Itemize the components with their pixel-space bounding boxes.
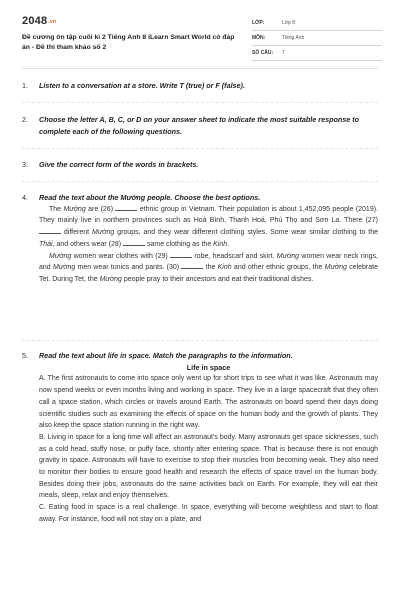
question-divider (22, 340, 378, 341)
question-heading: Read the text about the Mường people. Choose the best options. (39, 193, 261, 202)
space-passage (39, 373, 378, 525)
muong-passage (39, 204, 378, 286)
answer-blank-30[interactable] (181, 262, 203, 269)
document-header (0, 0, 400, 64)
question-5: 5. Read the text about life in space. Match the paragraphs to the information. Life in space A. The first astronauts to come into space only went up for short trips to see what it was like. Astronauts may now spend weeks or even months living and working in space. They live in a large spacecraft that they often call a space station, which circles or travels around Earth. The astronauts on board spend their days doing scientific studies such as examining the effects of space on the human body and the growth of plants. They also keep the space station running in the right way. B. Living in space for a long time will affect an astronaut's body. Many astronauts get space sicknesses, such as a cold head, stuffy nose, or puffy face, shortly after entering space. That is because there is not enough gravity in space. Astronauts will have to exercise to stop their muscles from becoming weak. They also need to monitor their bodies to ensure good health and research the effects of space travel on the human body. Besides doing their jobs, astronauts do the same activities back on Earth. For example, they will eat their meals, sleep, relax and enjoy themselves. C. Eating food in space is a real challenge. In space, everything will become weightless and start to float away. For instance, food will not stay on a plate, and (22, 350, 378, 526)
question-divider (22, 102, 378, 103)
question-divider (22, 181, 378, 182)
space-paragraph-b: B. Living in space for a long time will affect an astronaut's body. Many astronauts get space sicknesses, such as a cold head, stuffy nose, or puffy face, shortly after entering space. That is because there is not enough gravity in space. Astronauts will have to exercise to stop their muscles from becoming weak. They also need to monitor their bodies to ensure good health and research the effects of space travel on the human body. Besides doing their jobs, astronauts do the same activities back on Earth. For example, they will eat their meals, sleep, relax and enjoy themselves. (39, 433, 378, 500)
space-paragraph-c: C. Eating food in space is a real challenge. In space, everything will become weightless and start to float away. For instance, food will not stay on a plate, and (39, 504, 378, 523)
question-heading: Give the correct form of the words in brackets. (39, 160, 199, 169)
question-heading: Choose the letter A, B, C, or D on your answer sheet to indicate the most suitable response to complete each of the following questions. (39, 115, 360, 136)
question-heading: Listen to a conversation at a store. Write T (true) or F (false). (39, 81, 245, 90)
meta-row-class: LỚP: Lớp 8 (252, 16, 382, 31)
document-title: Đề cương ôn tập cuối kì 2 Tiếng Anh 8 iLearn Smart World có đáp án - Đề thi tham khảo số 2 (22, 34, 235, 51)
meta-table (252, 16, 382, 61)
question-4: 4. Read the text about the Mường people. Choose the best options. The Mường are (26) ethnic group in Vietnam. Their population is about 1,452,095 people (2019). They mainly live in northern provinces such as Hoà Bình, Thanh Hoá, Phú Thọ and Sơn La. There (27) different Mường groups, and they wear different clothing styles. Some wear similar clothing to the Thái, and others wear (28) same clothing as the Kinh. Mường women wear clothes with (29) robe, headscarf and skirt. Mường women wear neck rings, and Mường men wear tunics and pants. (30) the Kinh and other ethnic groups, the Mường celebrate Tet. During Tet, the Mường people pray to their ancestors and eat their traditional dishes. (22, 192, 378, 286)
question-3: 3. Give the correct form of the words in brackets. (22, 159, 378, 171)
meta-row-subject: MÔN: Tiếng Anh (252, 31, 382, 46)
site-logo[interactable]: 2048.vn (22, 15, 57, 27)
answer-blank-29[interactable] (170, 251, 192, 258)
question-divider (22, 148, 378, 149)
header-divider (22, 68, 378, 69)
passage-title: Life in space (186, 362, 231, 372)
question-1: 1. Listen to a conversation at a store. Write T (true) or F (false). (22, 80, 378, 92)
space-paragraph-a: A. The first astronauts to come into space only went up for short trips to see what it was like. Astronauts may now spend weeks or even months living and working in space. They live in a large spacecraft that they often call a space station, which circles or travels around Earth. The astronauts on board spend their days doing scientific studies such as examining the effects of space on the human body and the growth of plants. They also keep the space station running in the right way. (39, 375, 378, 430)
muong-paragraph-1: The Mường are (26) ethnic group in Vietnam. Their population is about 1,452,095 people (2019). They mainly live in northern provinces such as Hoà Bình, Thanh Hoá, Phú Thọ and Sơn La. There (27) different Mường groups, and they wear different clothing styles. Some wear similar clothing to the Thái, and others wear (28) same clothing as the Kinh. (39, 205, 378, 248)
answer-blank-27[interactable] (39, 227, 61, 234)
answer-blank-26[interactable] (115, 204, 137, 211)
question-heading: Read the text about life in space. Match the paragraphs to the information. (39, 351, 293, 360)
muong-paragraph-2: Mường women wear clothes with (29) robe, headscarf and skirt. Mường women wear neck rings, and Mường men wear tunics and pants. (30) the Kinh and other ethnic groups, the Mường celebrate Tet. During Tet, the Mường people pray to their ancestors and eat their traditional dishes. (39, 252, 378, 283)
answer-blank-28[interactable] (123, 239, 145, 246)
question-2: 2. Choose the letter A, B, C, or D on your answer sheet to indicate the most suitable response to complete each of the following questions. (22, 114, 378, 137)
meta-row-count: SỐ CÂU: 7 (252, 46, 382, 61)
